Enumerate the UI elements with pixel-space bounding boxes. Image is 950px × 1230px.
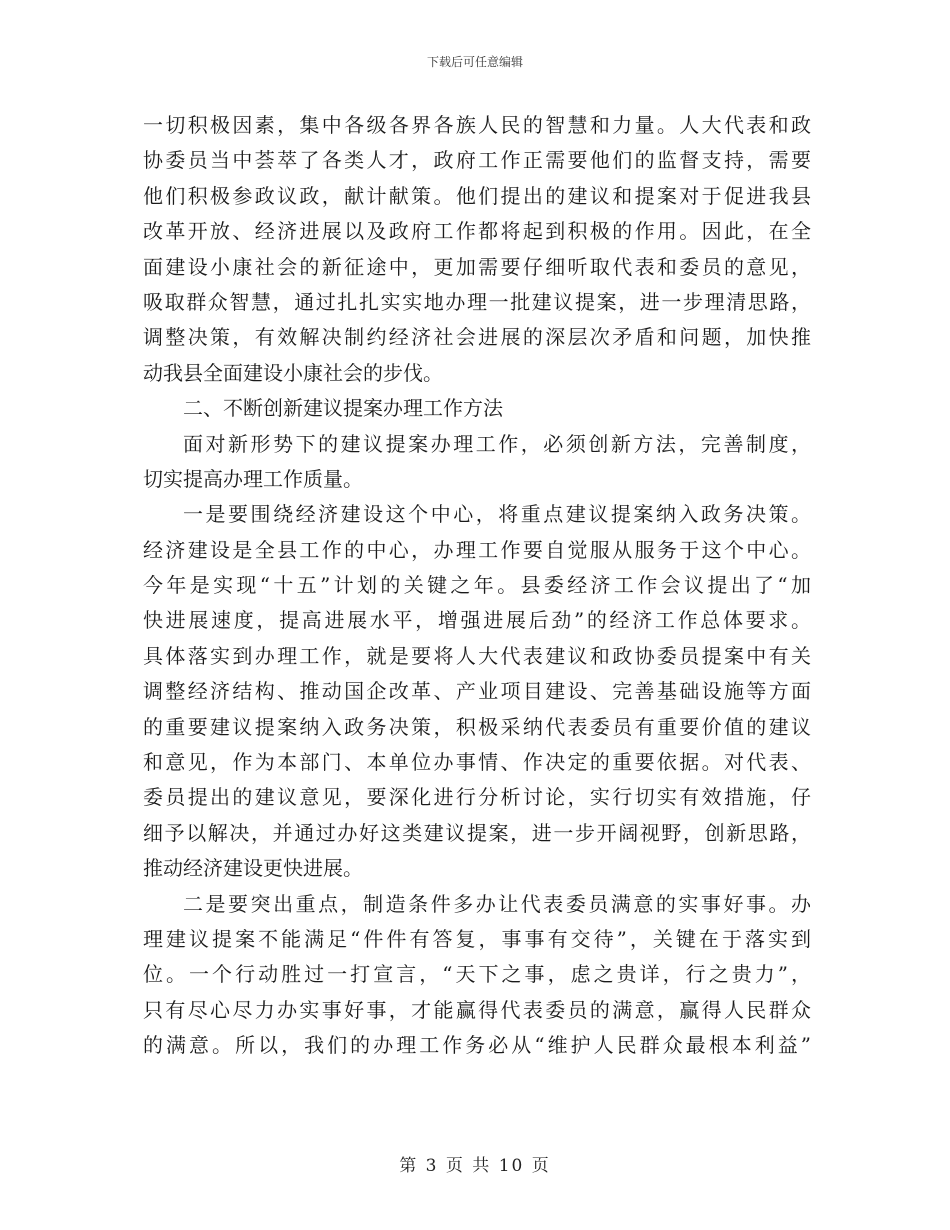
text-line: 二是要突出重点，制造条件多办让代表委员满意的实事好事。办 (183, 891, 811, 916)
text-line: 理建议提案不能满足“件件有答复，事事有交待”，关键在于落实到 (143, 926, 811, 951)
text-line: 和意见，作为本部门、本单位办事情、作决定的重要依据。对代表、 (143, 750, 811, 775)
text-line: 只有尽心尽力办实事好事，才能赢得代表委员的满意，赢得人民群众 (143, 997, 811, 1022)
text-line: 推动经济建设更快进展。 (143, 856, 363, 881)
text-line: 具体落实到办理工作，就是要将人大代表建议和政协委员提案中有关 (143, 643, 811, 668)
text-line: 一是要围绕经济建设这个中心，将重点建议提案纳入政务决策。 (183, 502, 811, 527)
text-line: 的重要建议提案纳入政务决策，积极采纳代表委员有重要价值的建议 (143, 714, 811, 739)
text-line: 细予以解决，并通过办好这类建议提案，进一步开阔视野，创新思路， (143, 820, 811, 845)
text-line: 他们积极参政议政，献计献策。他们提出的建议和提案对于促进我县 (143, 183, 811, 208)
text-line: 切实提高办理工作质量。 (143, 466, 363, 491)
text-line: 快进展速度，提高进展水平，增强进展后劲”的经济工作总体要求。 (143, 608, 811, 633)
text-line: 协委员当中荟萃了各类人才，政府工作正需要他们的监督支持，需要 (143, 148, 811, 173)
text-line: 一切积极因素，集中各级各界各族人民的智慧和力量。人大代表和政 (143, 113, 811, 137)
page-header: 下载后可任意编辑 (426, 55, 523, 69)
text-line: 面对新形势下的建议提案办理工作，必须创新方法，完善制度， (183, 431, 811, 456)
text-line: 动我县全面建设小康社会的步伐。 (143, 360, 443, 385)
text-line: 面建设小康社会的新征途中，更加需要仔细听取代表和委员的意见， (143, 254, 811, 279)
page-number-footer: 第 3 页 共 10 页 (399, 1156, 551, 1176)
text-line: 二、不断创新建议提案办理工作方法 (183, 396, 503, 421)
text-line: 调整决策，有效解决制约经济社会进展的深层次矛盾和问题，加快推 (143, 325, 811, 350)
text-line: 吸取群众智慧，通过扎扎实实地办理一批建议提案，进一步理清思路， (143, 289, 811, 314)
text-line: 今年是实现“十五”计划的关键之年。县委经济工作会议提出了“加 (143, 573, 811, 598)
document-body (143, 108, 811, 1064)
text-line: 改革开放、经济进展以及政府工作都将起到积极的作用。因此，在全 (143, 219, 811, 244)
text-line: 位。一个行动胜过一打宣言，“天下之事，虑之贵详，行之贵力”， (143, 962, 811, 987)
text-line: 委员提出的建议意见，要深化进行分析讨论，实行切实有效措施，仔 (143, 785, 811, 810)
text-line: 的满意。所以，我们的办理工作务必从“维护人民群众最根本利益” (143, 1033, 811, 1058)
text-line: 经济建设是全县工作的中心，办理工作要自觉服从服务于这个中心。 (143, 537, 811, 562)
text-line: 调整经济结构、推动国企改革、产业项目建设、完善基础设施等方面 (143, 679, 811, 704)
